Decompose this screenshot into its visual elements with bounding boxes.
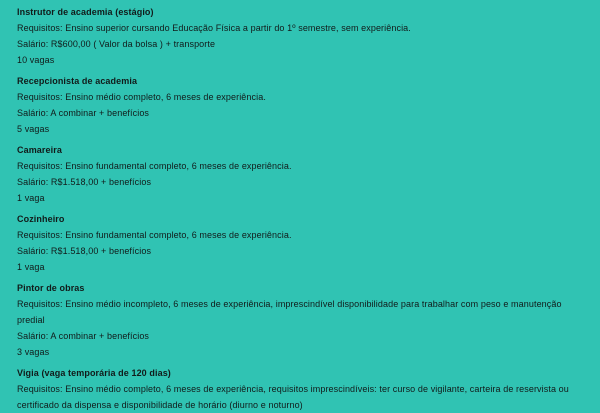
job-requisitos-line: Requisitos: Ensino superior cursando Educação Física a partir do 1º semestre, sem experiência. — [17, 23, 411, 33]
job-requisitos-line: Requisitos: Ensino médio completo, 6 meses de experiência, requisitos imprescindíveis: ter curso de vigilante, carteira de reservista ou — [17, 384, 569, 394]
job-requisitos-line: Requisitos: Ensino médio completo, 6 meses de experiência. — [17, 92, 266, 102]
job-listing — [17, 365, 588, 413]
job-requisitos-line: certificado da dispensa e disponibilidade de horário (diurno e noturno) — [17, 400, 303, 410]
job-salario: Salário: A combinar + benefícios — [17, 108, 150, 118]
job-title: Cozinheiro — [17, 214, 65, 224]
job-salario: Salário: R$1.518,00 + benefícios — [17, 177, 152, 187]
job-salario: Salário: A combinar + benefícios — [17, 331, 150, 341]
job-requisitos-line: Requisitos: Ensino fundamental completo, 6 meses de experiência. — [17, 230, 292, 240]
job-requisitos-line: Requisitos: Ensino fundamental completo, 6 meses de experiência. — [17, 161, 292, 171]
job-list — [17, 4, 588, 413]
job-listing — [17, 4, 588, 68]
job-requisitos-line: Requisitos: Ensino médio incompleto, 6 meses de experiência, imprescindível disponibilidade para trabalhar com peso e manutenção — [17, 299, 562, 309]
job-salario: Salário: R$600,00 ( Valor da bolsa ) + transporte — [17, 39, 216, 49]
job-listing — [17, 73, 588, 137]
job-vagas-count: 10 vagas — [17, 55, 55, 65]
job-listing — [17, 142, 588, 206]
job-listing — [17, 211, 588, 275]
job-listing — [17, 280, 588, 360]
job-title: Instrutor de academia (estágio) — [17, 7, 154, 17]
job-requisitos-line: predial — [17, 315, 45, 325]
job-title: Pintor de obras — [17, 283, 85, 293]
job-title: Camareira — [17, 145, 62, 155]
job-vagas-count: 1 vaga — [17, 193, 45, 203]
job-title: Vigia (vaga temporária de 120 dias) — [17, 368, 171, 378]
job-vagas-count: 1 vaga — [17, 262, 45, 272]
job-vagas-count: 3 vagas — [17, 347, 50, 357]
job-salario: Salário: R$1.518,00 + benefícios — [17, 246, 152, 256]
job-vagas-count: 5 vagas — [17, 124, 50, 134]
job-title: Recepcionista de academia — [17, 76, 138, 86]
